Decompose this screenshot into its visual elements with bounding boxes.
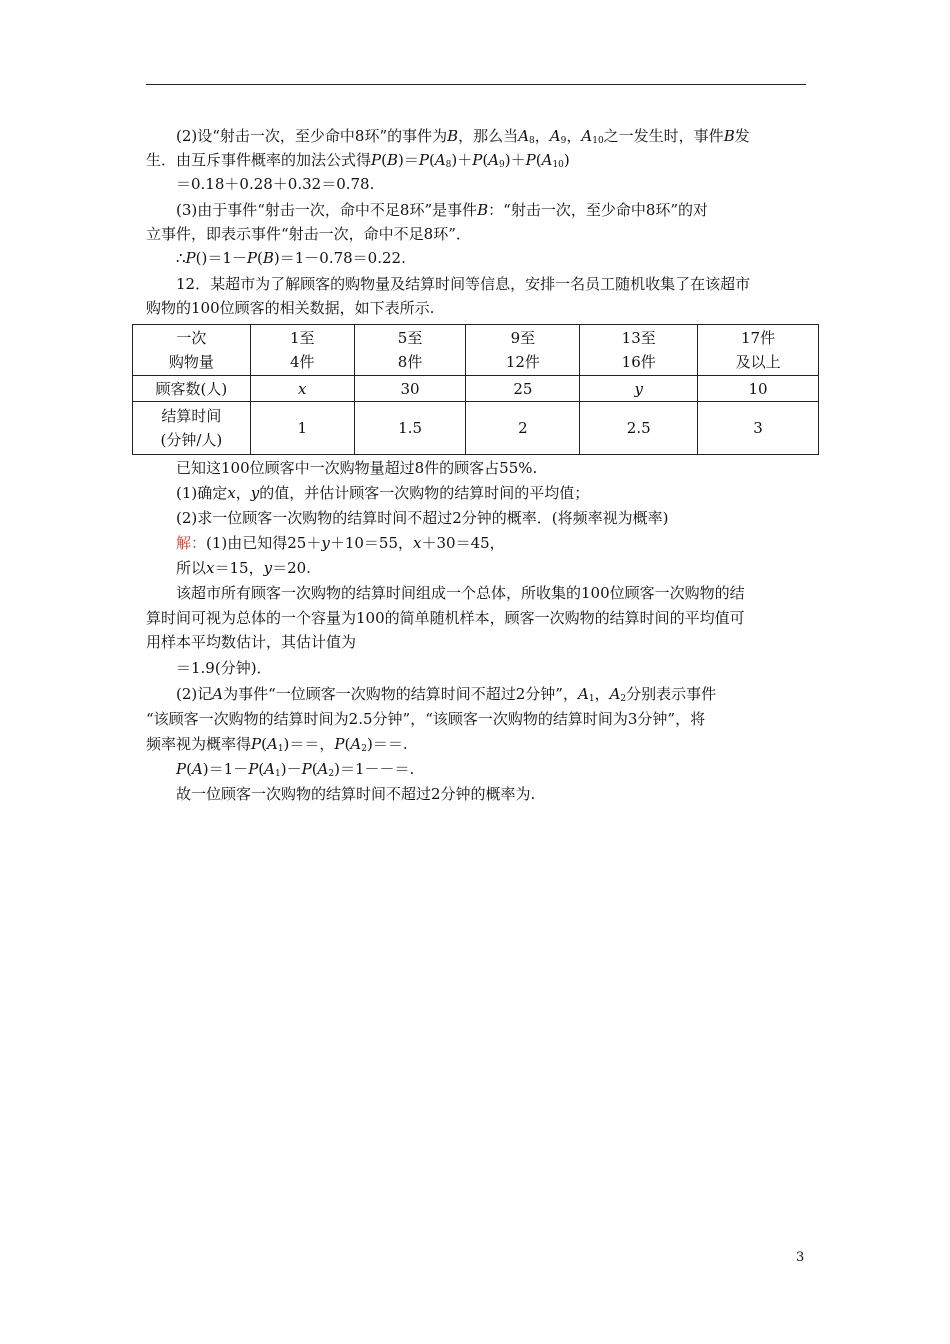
part2-line2: 生．由互斥事件概率的加法公式得$P(B)=P(A_8)+P(A_9)+P(A_{10})$ [146, 151, 570, 170]
solution-line3: 该超市所有顾客一次购物的结算时间组成一个总体，所收集的100位顾客一次购物的结 [176, 584, 745, 602]
solution-line9: 频率视为概率得$P(A_1)==$，$P(A_2)==$. [146, 735, 408, 754]
solution-line11: 故一位顾客一次购物的结算时间不超过2分钟的概率为. [176, 785, 536, 803]
table-cell: 2.5 [580, 402, 698, 455]
table-header-cell: 1至 4件 [250, 325, 354, 376]
solution-line4: 算时间可视为总体的一个容量为100的简单随机样本，顾客一次购物的结算时间的平均值可 [146, 609, 745, 627]
solution-line6: ＝1.9(分钟)． [176, 659, 272, 677]
part2-line3: ＝0.18＋0.28＋0.32＝0.78. [176, 175, 375, 193]
part3-line2: 立事件，即表示事件“射击一次，命中不足8环”． [146, 225, 471, 243]
table-header-cell: 17件 及以上 [698, 325, 819, 376]
q12-line1: 12．某超市为了解顾客的购物量及结算时间等信息，安排一名员工随机收集了在该超市 [176, 275, 751, 293]
solution-line1: 解：(1)由已知得25＋y＋10＝55，x＋30＝45， [176, 534, 505, 552]
table-header-cell: 9至 12件 [466, 325, 580, 376]
table-row [133, 376, 819, 402]
data-table [132, 324, 819, 455]
header-rule [146, 84, 806, 85]
solution-line7: (2)记A为事件“一位顾客一次购物的结算时间不超过2分钟”，$A_1$，$A_2$分别表示事件 [176, 685, 717, 704]
page-number: 3 [796, 1250, 805, 1265]
table-cell: 1.5 [354, 402, 466, 455]
solution-line5: 用样本平均数估计，其估计值为 [146, 633, 357, 651]
part2-line1: (2)设“射击一次，至少命中8环”的事件为B，那么当$A_8$，$A_9$，$A_{10}$之一发生时，事件B发 [176, 127, 750, 146]
table-cell: 25 [466, 376, 580, 402]
part3-line3: ∴P()＝1－P(B)＝1－0.78＝0.22. [176, 249, 406, 267]
table-cell: y [580, 376, 698, 402]
solution-line10: $P(A)=1-P(A_1)-P(A_2)=1--=$. [176, 760, 415, 779]
table-cell: x [250, 376, 354, 402]
table-cell: 1 [250, 402, 354, 455]
table-cell: 30 [354, 376, 466, 402]
solution-label: 解： [176, 534, 207, 552]
after-line1: 已知这100位顾客中一次购物量超过8件的顾客占55%. [176, 459, 538, 477]
q12-line2: 购物的100位顾客的相关数据，如下表所示. [146, 299, 435, 317]
table-cell: 2 [466, 402, 580, 455]
table-row [133, 402, 819, 455]
after-line3: (2)求一位顾客一次购物的结算时间不超过2分钟的概率．(将频率视为概率) [176, 509, 669, 527]
table-cell: 顾客数(人) [133, 376, 251, 402]
solution-line8: “该顾客一次购物的结算时间为2.5分钟”，“该顾客一次购物的结算时间为3分钟”，将 [146, 710, 706, 728]
solution-line2: 所以x＝15，y＝20. [176, 559, 311, 577]
part3-line1: (3)由于事件“射击一次，命中不足8环”是事件B：“射击一次，至少命中8环”的对 [176, 201, 709, 219]
table-header-cell: 5至 8件 [354, 325, 466, 376]
table-header-cell: 13至 16件 [580, 325, 698, 376]
table-row [133, 325, 819, 376]
table-cell: 10 [698, 376, 819, 402]
table-cell: 结算时间 (分钟/人) [133, 402, 251, 455]
table-cell: 3 [698, 402, 819, 455]
table-header-cell: 一次 购物量 [133, 325, 251, 376]
after-line2: (1)确定x，y的值，并估计顾客一次购物的结算时间的平均值； [176, 484, 590, 502]
